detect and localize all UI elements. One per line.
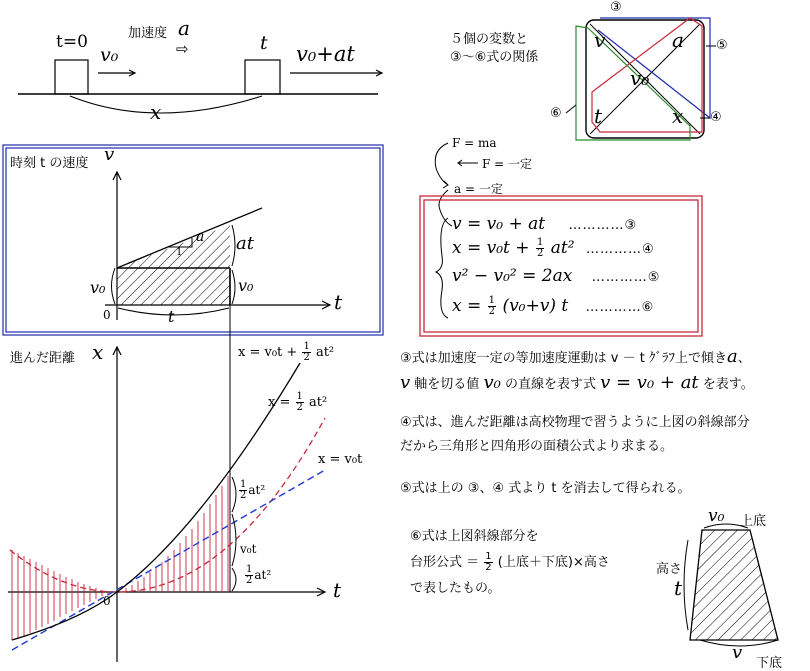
paragraph-6-line2: 台形公式 ＝ $\frac{1}{2}$ (上底＋下底)×高さ xyxy=(410,551,610,573)
block-end xyxy=(245,60,280,94)
accel-label: 加速度 xyxy=(128,26,168,41)
paragraph-6-line1: ⑥式は上図斜線部分を xyxy=(410,529,539,544)
slope-one: 1 xyxy=(176,247,183,258)
v0-right-label: v₀ xyxy=(238,276,254,295)
var-x: x xyxy=(672,104,684,128)
relation-5: ⑤ xyxy=(716,38,728,53)
seg2-label: v₀t xyxy=(240,542,257,556)
distance-brace xyxy=(70,96,262,113)
vt-label: v₀+at xyxy=(296,42,355,66)
trap-top-var: v₀ xyxy=(708,506,725,526)
curve3-label: x = v₀t xyxy=(318,452,363,467)
vars-title-2: ③～⑥式の関係 xyxy=(450,50,539,65)
vt-title-var: v xyxy=(104,144,115,165)
motion-diagram xyxy=(18,60,382,113)
equation-6: x = $\frac{1}{2}$ (v₀+v) t …………⑥ xyxy=(452,295,655,317)
accel-symbol: a xyxy=(178,16,190,40)
seg1-label: $\frac{1}{2}$ at² xyxy=(240,479,266,501)
vt-title: 時刻 t の速度 xyxy=(10,156,89,171)
trap-height-var: t xyxy=(674,576,683,600)
v0-label: v₀ xyxy=(100,44,119,66)
trap-bottom-var: v xyxy=(732,642,743,663)
total-curve xyxy=(12,363,300,640)
t-label: t xyxy=(260,32,268,54)
f-const: F = 一定 xyxy=(482,157,533,171)
trap-height-label: 高さ xyxy=(656,562,683,577)
paragraph-3-line1: ③式は加速度一定の等加速度運動は v － t ｸﾞﾗﾌ上で傾きa、 xyxy=(400,346,751,367)
seg3-label: $\frac{1}{2}$ at² xyxy=(246,564,272,586)
vt-hatched-area xyxy=(117,225,230,305)
trapezoid-figure xyxy=(684,524,778,646)
trap-bottom-label: 下底 xyxy=(756,656,783,671)
parabola-curve xyxy=(10,418,325,592)
xt-hatch-left xyxy=(12,550,108,640)
equation-3: v = v₀ + at …………③ xyxy=(452,214,638,234)
v0-left-label: v₀ xyxy=(90,278,106,297)
relation-6: ⑥ xyxy=(550,106,562,121)
relation-3: ③ xyxy=(610,0,622,15)
paragraph-5: ⑤式は上の ③、④ 式より t を消去して得られる。 xyxy=(400,481,691,496)
xt-title: 進んだ距離 xyxy=(10,351,76,366)
paragraph-3-line2: v 軸を切る値 v₀ の直線を表す式 v = v₀ + at を表す。 xyxy=(400,372,754,393)
var-t: t xyxy=(594,104,603,128)
xt-title-var: x xyxy=(92,340,104,364)
accel-arrow-icon: ⇨ xyxy=(176,40,189,58)
t-span-label: t xyxy=(168,307,175,326)
var-v0: v₀ xyxy=(630,66,650,90)
at-label: at xyxy=(236,233,254,254)
block-start xyxy=(55,60,88,94)
x-label: x xyxy=(150,100,162,124)
var-v: v xyxy=(594,28,606,52)
trap-top-label: 上底 xyxy=(740,514,767,529)
paragraph-4-line1: ④式は、進んだ距離は高校物理で習うように上図の斜線部分 xyxy=(400,415,750,430)
paragraph-4-line2: だから三角形と四角形の面積公式より求まる。 xyxy=(400,439,674,454)
linear-curve xyxy=(12,470,325,650)
f-ma: F = ma xyxy=(452,136,497,150)
vt-graph-box xyxy=(3,145,383,335)
t0-label: t=0 xyxy=(56,32,88,52)
a-const: a = 一定 xyxy=(454,182,503,196)
curve2-label: x = $\frac{1}{2}$ at² xyxy=(268,391,328,413)
vt-t-axis-label: t xyxy=(334,290,343,314)
var-a: a xyxy=(672,28,684,52)
paragraph-6-line3: で表したもの。 xyxy=(410,581,501,596)
slope-label: a xyxy=(196,229,205,245)
xt-origin: 0 xyxy=(103,594,111,608)
xt-t-axis-label: t xyxy=(333,578,342,602)
equation-4: x = v₀t + $\frac{1}{2}$ at² …………④ xyxy=(452,237,655,259)
vars-title-1: ５個の変数と xyxy=(450,32,529,47)
equation-5: v² − v₀² = 2ax …………⑤ xyxy=(452,266,661,286)
vt-origin: 0 xyxy=(103,308,111,322)
relation-4: ④ xyxy=(710,110,722,125)
curve1-label: x = v₀t + $\frac{1}{2}$ at² xyxy=(238,341,335,363)
